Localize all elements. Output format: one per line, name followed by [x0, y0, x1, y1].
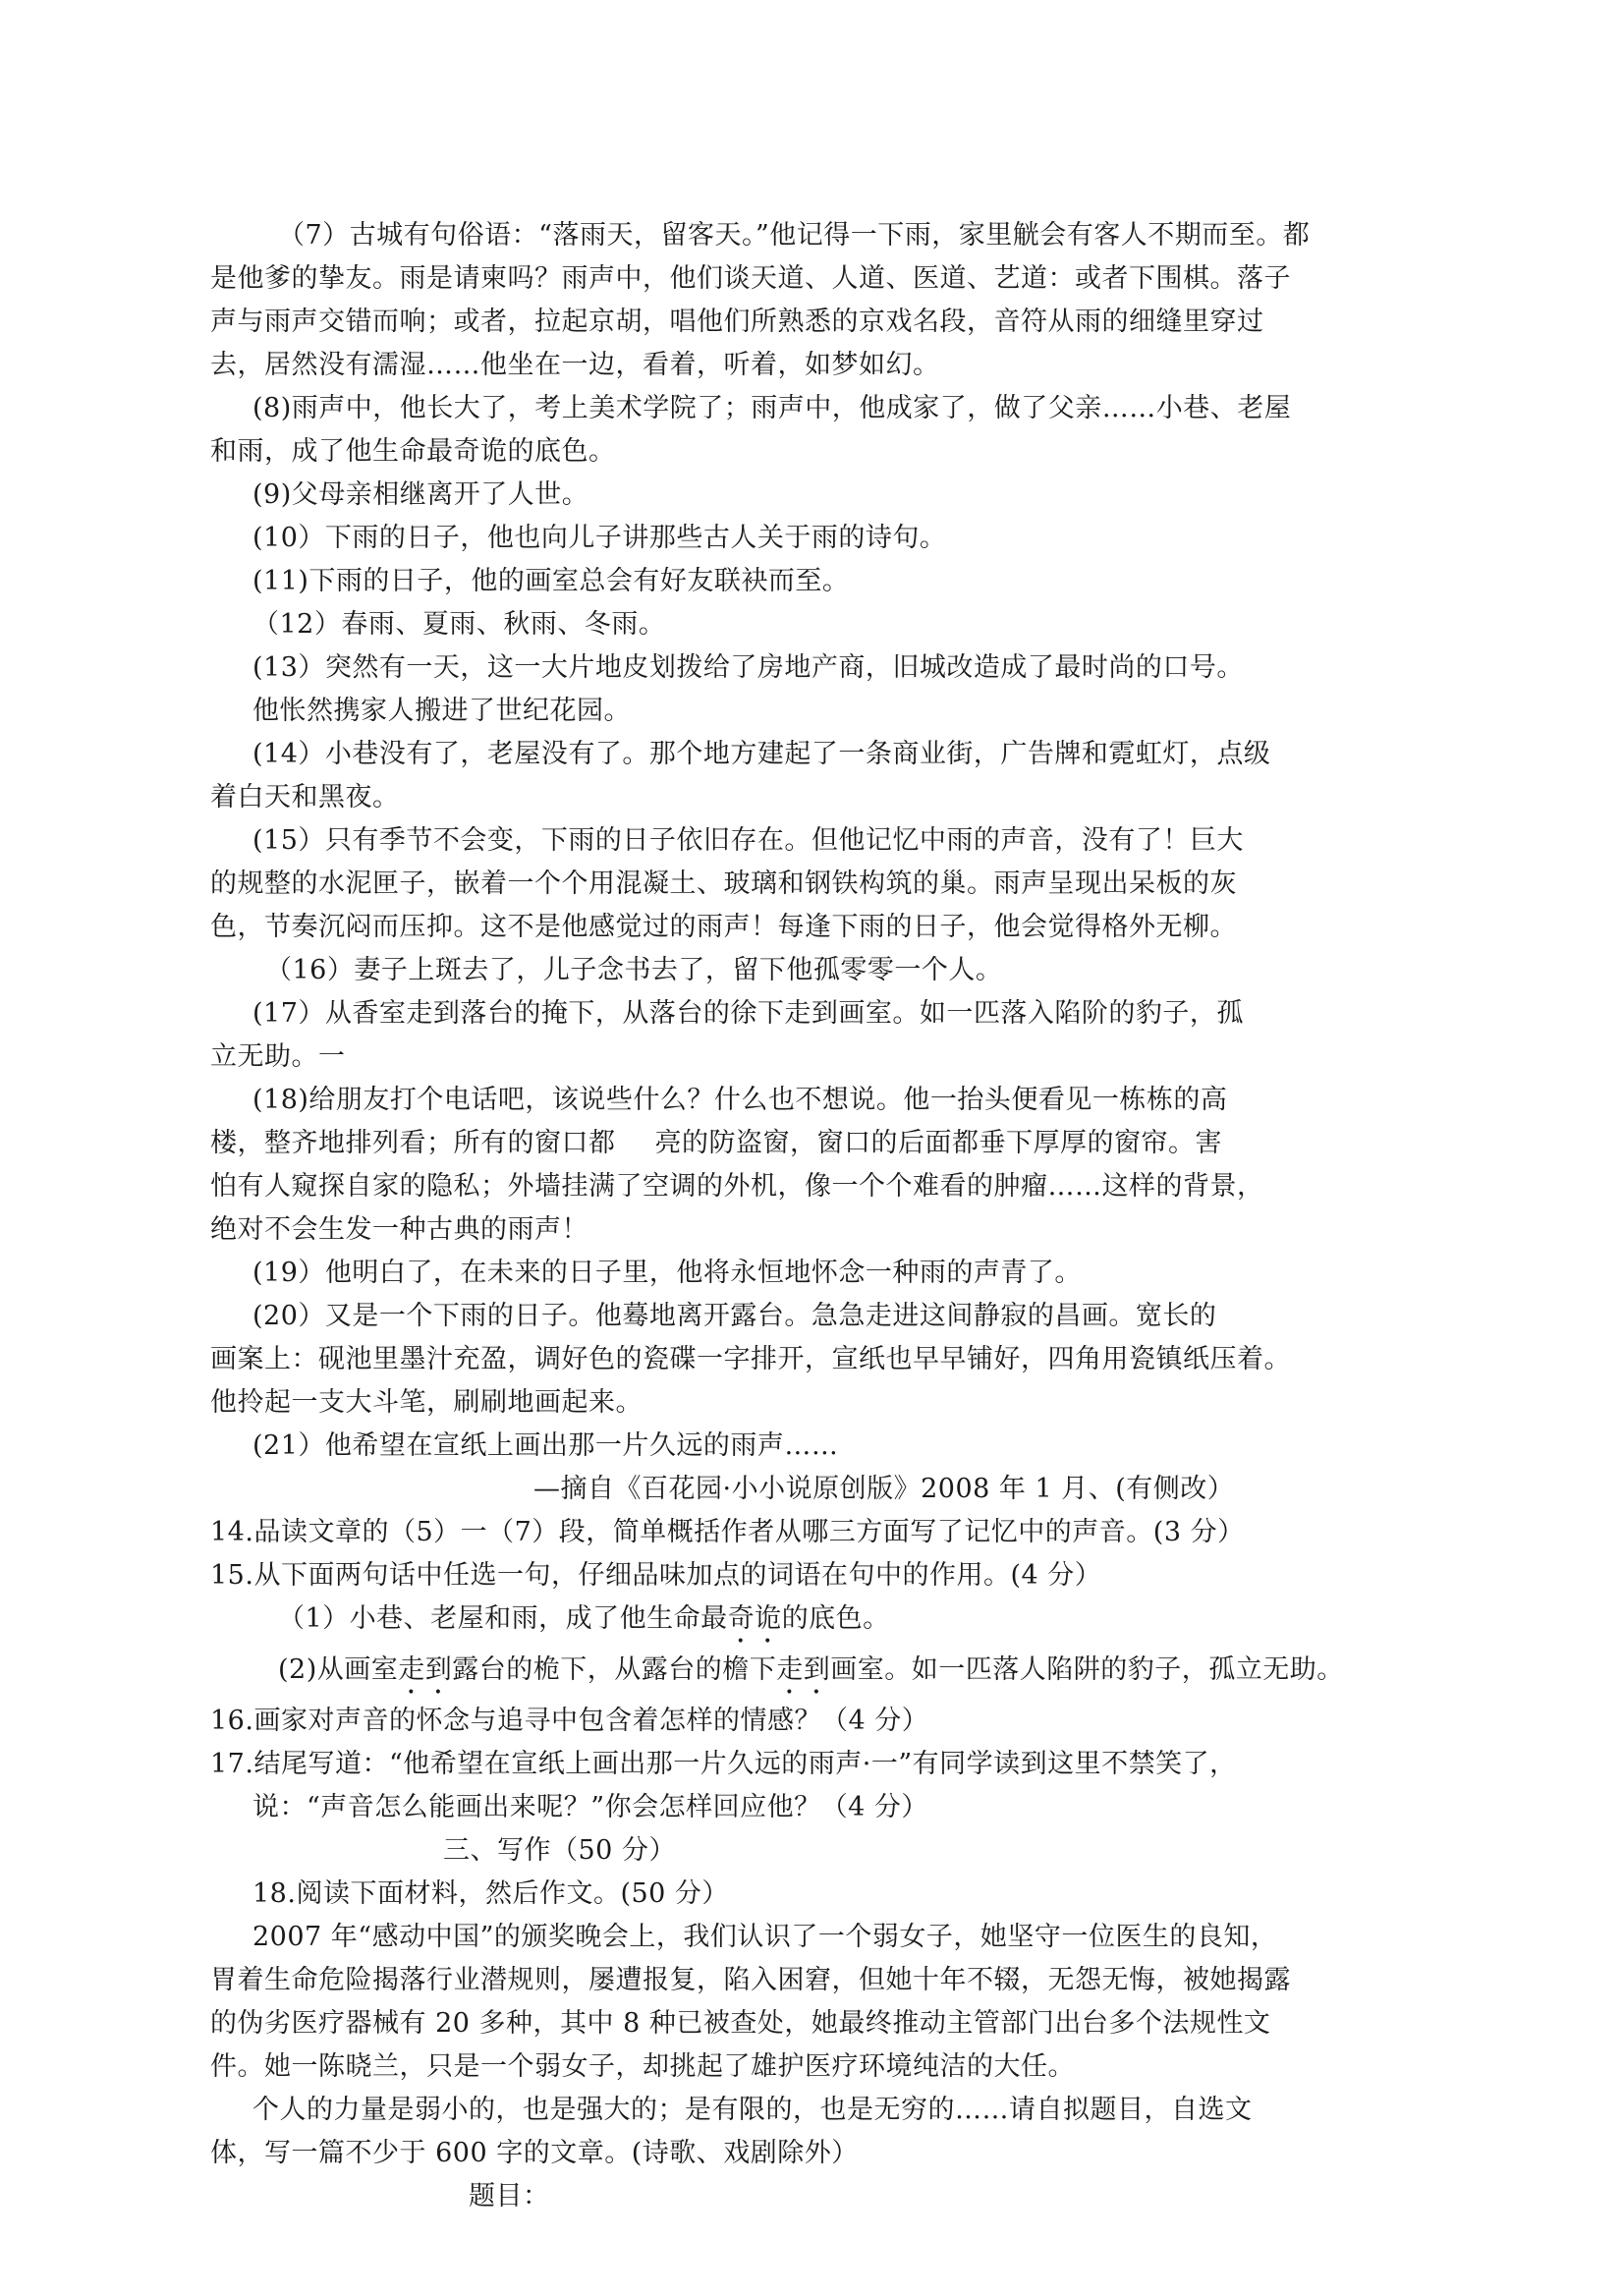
text-segment: (2)从画室 [278, 1654, 399, 1685]
material-text: 体，写一篇不少于 600 字的文章。(诗歌、戏剧除外） [210, 2138, 859, 2168]
question-15-option-1 [278, 1602, 890, 1650]
essay-title-label: 题目： [469, 2181, 550, 2212]
text-segment: 画室。如一匹落人陷阱的豹子，孤立无助。 [830, 1654, 1344, 1685]
text-segment: 的底色。 [781, 1603, 890, 1634]
text-line: 着白天和黑夜。 [210, 782, 400, 812]
text-line: 画案上：砚池里墨汁充盈，调好色的瓷碟一字排开，宣纸也早早铺好，四角用瓷镇纸压着。 [210, 1344, 1291, 1374]
text-line: (14）小巷没有了，老屋没有了。那个地方建起了一条商业街，广告牌和霓虹灯，点级 [252, 739, 1271, 769]
text-line: (15）只有季节不会变，下雨的日子依旧存在。但他记忆中雨的声音，没有了！巨大 [252, 825, 1244, 856]
text-line: 他拎起一支大斗笔，刷刷地画起来。 [210, 1387, 643, 1418]
text-line: （16）妻子上斑去了，儿子念书去了，留下他孤零零一个人。 [265, 955, 1003, 985]
text-line: 和雨，成了他生命最奇诡的底色。 [210, 436, 616, 467]
material-text: 个人的力量是弱小的，也是强大的；是有限的，也是无穷的……请自拟题目，自选文 [252, 2095, 1253, 2125]
text-line: (19）他明白了，在未来的日子里，他将永恒地怀念一种雨的声青了。 [252, 1258, 1082, 1288]
text-line: (21）他希望在宣纸上画出那一片久远的雨声…… [252, 1430, 839, 1461]
section-heading: 三、写作（50 分） [443, 1835, 676, 1866]
text-line: 是他爹的挚友。雨是请柬吗？雨声中，他们谈天道、人道、医道、艺道：或者下围棋。落子 [210, 263, 1291, 294]
text-line [210, 1127, 1222, 1160]
question-18: 18.阅读下面材料，然后作文。(50 分） [252, 1878, 729, 1909]
text-line: (18)给朋友打个电话吧，该说些什么？什么也不想说。他一抬头便看见一栋栋的高 [252, 1085, 1228, 1115]
text-segment: （1）小巷、老屋和雨，成了他生命最 [278, 1603, 728, 1634]
text-line: 怕有人窥探自家的隐私；外墙挂满了空调的外机，像一个个难看的肿瘤……这样的背景， [210, 1171, 1264, 1202]
question-17: 17.结尾写道：“他希望在宣纸上画出那一片久远的雨声·一”有同学读到这里不禁笑了， [210, 1749, 1237, 1779]
text-line: (8)雨声中，他长大了，考上美术学院了；雨声中，他成家了，做了父亲……小巷、老屋 [252, 393, 1292, 423]
text-line: 的规整的水泥匣子，嵌着一个个用混凝土、玻璃和钢铁构筑的巢。雨声呈现出呆板的灰 [210, 868, 1237, 899]
question-15: 15.从下面两句话中任选一句，仔细品味加点的词语在句中的作用。(4 分） [210, 1560, 1102, 1591]
question-15-option-2 [278, 1653, 1344, 1701]
text-line: (13）突然有一天，这一大片地皮划拨给了房地产商，旧城改造成了最时尚的口号。 [252, 652, 1244, 683]
question-17-continued: 说：“声音怎么能画出来呢？”你会怎样回应他？（4 分） [252, 1792, 928, 1822]
text-segment: 亮的防盗窗，窗口的后面都垂下厚厚的窗帘。害 [654, 1128, 1222, 1158]
text-line: 去，居然没有濡湿……他坐在一边，看着，听着，如梦如幻。 [210, 350, 940, 380]
text-line: 立无助。一 [210, 1041, 346, 1072]
dotted-word: 走到 [398, 1654, 453, 1685]
text-line: （12）春雨、夏雨、秋雨、冬雨。 [252, 609, 666, 640]
text-line: 绝对不会生发一种古典的雨声！ [210, 1214, 588, 1245]
question-16: 16.画家对声音的怀念与追寻中包含着怎样的情感？（4 分） [210, 1706, 929, 1736]
material-text: 胃着生命危险揭落行业潜规则，屡遭报复，陷入困窘，但她十年不辍，无怨无悔，被她揭露 [210, 1965, 1291, 1995]
material-text: 2007 年“感动中国”的颁奖晚会上，我们认识了一个弱女子，她坚守一位医生的良知， [252, 1922, 1278, 1952]
text-segment: 楼，整齐地排列看；所有的窗口都 [210, 1128, 616, 1158]
dotted-word: 奇诡 [727, 1603, 782, 1634]
source-citation: —摘自《百花园·小小说原创版》2008 年 1 月、(有侧改） [533, 1474, 1235, 1504]
text-line: (9)父母亲相继离开了人世。 [252, 479, 589, 510]
text-line: 他怅然携家人搬进了世纪花园。 [252, 696, 631, 726]
text-line: (11)下雨的日子，他的画室总会有好友联袂而至。 [252, 566, 850, 596]
text-line: （7）古城有句俗语：“落雨天，留客天。”他记得一下雨，家里觥会有客人不期而至。都 [278, 220, 1311, 251]
text-line: 声与雨声交错而响；或者，拉起京胡，唱他们所熟悉的京戏名段，音符从雨的细缝里穿过 [210, 307, 1264, 337]
question-14: 14.品读文章的（5）一（7）段，简单概括作者从哪三方面写了记忆中的声音。(3 分） [210, 1517, 1245, 1547]
material-text: 的伪劣医疗器械有 20 多种，其中 8 种已被查处，她最终推动主管部门出台多个法规性文 [210, 2008, 1271, 2039]
text-line: (17）从香室走到落台的掩下，从落台的徐下走到画室。如一匹落入陷阶的豹子，孤 [252, 998, 1244, 1029]
dotted-word: 走到 [776, 1654, 831, 1685]
text-line: (10）下雨的日子，他也向儿子讲那些古人关于雨的诗句。 [252, 523, 947, 553]
text-line: 色，节奏沉闷而压抑。这不是他感觉过的雨声！每逢下雨的日子，他会觉得格外无柳。 [210, 912, 1237, 942]
material-text: 件。她一陈晓兰，只是一个弱女子，却挑起了雄护医疗环境纯洁的大任。 [210, 2051, 1075, 2082]
text-line: (20）又是一个下雨的日子。他蓦地离开露台。急急走进这间静寂的昌画。宽长的 [252, 1301, 1217, 1331]
text-segment: 露台的桅下，从露台的檐下 [452, 1654, 777, 1685]
